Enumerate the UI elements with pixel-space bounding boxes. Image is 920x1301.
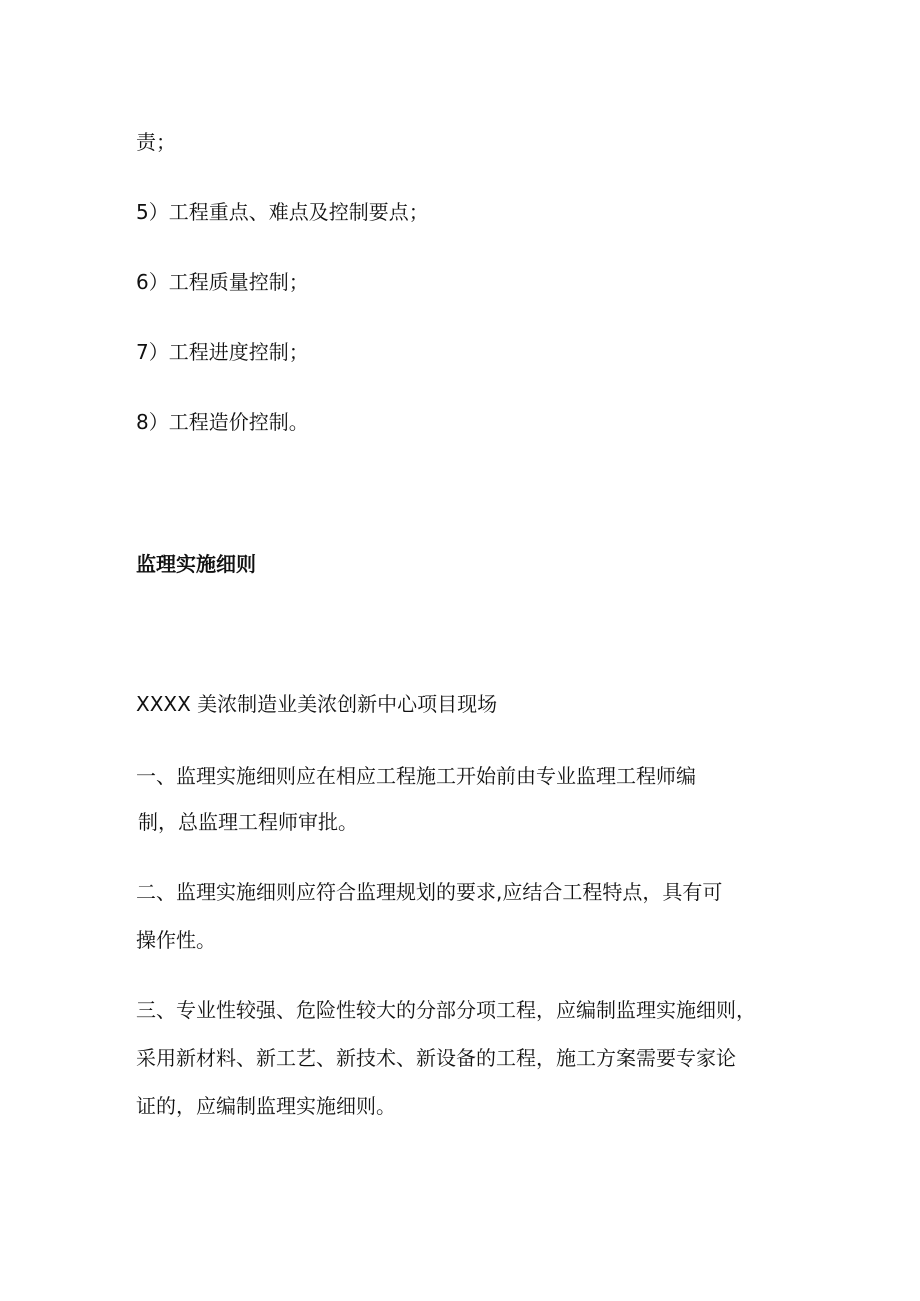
list-item: 7）工程进度控制； [136, 340, 309, 364]
section-title: 监理实施细则 [136, 552, 256, 576]
paragraph-2-line-2: 操作性。 [136, 928, 216, 952]
paragraph-3-line-1: 三、专业性较强、危险性较大的分部分项工程，应编制监理实施细则， [136, 998, 756, 1022]
list-item: 8）工程造价控制。 [136, 410, 309, 434]
paragraph-2-line-1: 二、监理实施细则应符合监理规划的要求,应结合工程特点，具有可 [136, 880, 723, 904]
project-line: XXXX 美浓制造业美浓创新中心项目现场 [136, 692, 498, 716]
list-item: 6）工程质量控制； [136, 270, 309, 294]
continued-text: 责； [136, 130, 176, 154]
paragraph-3-line-3: 证的，应编制监理实施细则。 [136, 1094, 396, 1118]
list-item: 5）工程重点、难点及控制要点； [136, 200, 429, 224]
paragraph-1-line-2: 制，总监理工程师审批。 [138, 810, 358, 834]
paragraph-1-line-1: 一、监理实施细则应在相应工程施工开始前由专业监理工程师编 [136, 764, 696, 788]
paragraph-3-line-2: 采用新材料、新工艺、新技术、新设备的工程，施工方案需要专家论 [136, 1046, 736, 1070]
